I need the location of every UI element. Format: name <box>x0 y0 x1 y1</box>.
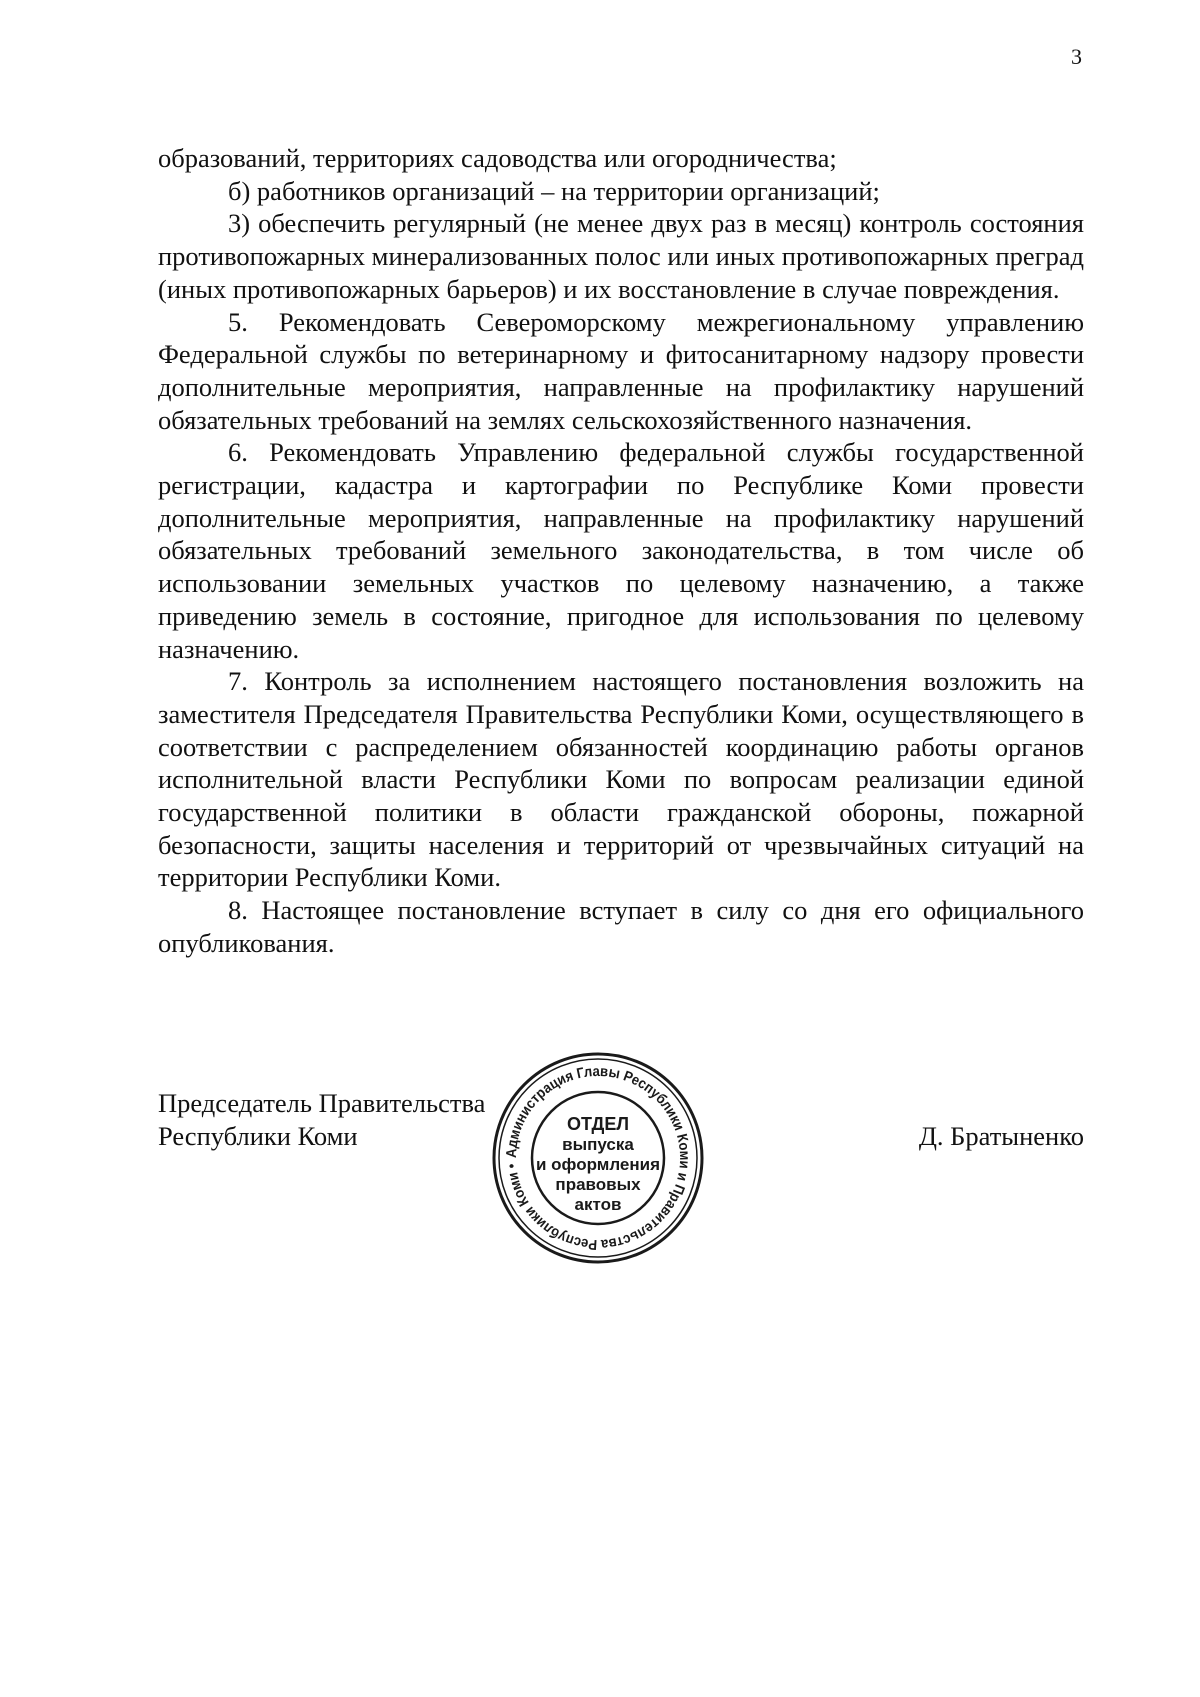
paragraph-8: 8. Настоящее постановление вступает в силу со дня его официального опубликования. <box>158 895 1084 958</box>
seal-ring-textpath: Администрация Главы Республики Коми и Правительства Республики Коми • <box>503 1063 693 1253</box>
seal-center-line-4: правовых <box>555 1175 641 1194</box>
seal-center-line-1: ОТДЕЛ <box>566 1114 630 1134</box>
signatory-name: Д. Братыненко <box>918 1121 1084 1151</box>
position-line-1: Председатель Правительства <box>158 1088 486 1118</box>
signatory-position <box>158 1087 485 1153</box>
paragraph-item-3: 3) обеспечить регулярный (не менее двух раз в месяц) контроль состояния противопожарных минерализованных полос или иных противопожарных преград (иных противопожарных барьеров) и их восстановление в случае повреждения. <box>158 208 1084 304</box>
paragraph-continuation: образований, территориях садоводства или огородничества; <box>158 143 837 173</box>
seal-graphic <box>490 1050 706 1266</box>
document-body <box>158 142 1084 960</box>
page-number: 3 <box>1071 44 1082 69</box>
official-seal-stamp <box>490 1050 706 1266</box>
paragraph-item-b: б) работников организаций – на территории организаций; <box>228 175 880 206</box>
seal-center-line-5: актов <box>574 1195 622 1214</box>
seal-center-line-3: и оформления <box>536 1155 660 1174</box>
position-line-2: Республики Коми <box>158 1121 358 1151</box>
paragraph-6: 6. Рекомендовать Управлению федеральной службы государственной регистрации, кадастра и картографии по Республике Коми провести дополнительные мероприятия, направленные на профилактику нарушений обязательных требований земельного законодательства, в том числе об использовании земельных участков по целевому назначению, а также приведению земель в состояние, пригодное для использования по целевому назначению. <box>158 437 1084 664</box>
paragraph-7: 7. Контроль за исполнением настоящего постановления возложить на заместителя Председателя Правительства Республики Коми, осуществляющего в соответствии с распределением обязанностей координацию работы органов исполнительной власти Республики Коми по вопросам реализации единой государственной политики в области гражданской обороны, пожарной безопасности, защиты населения и территорий от чрезвычайных ситуаций на территории Республики Коми. <box>158 666 1084 893</box>
seal-center-line-2: выпуска <box>562 1135 634 1154</box>
paragraph-5: 5. Рекомендовать Североморскому межрегиональному управлению Федеральной службы по ветеринарному и фитосанитарному надзору провести дополнительные мероприятия, направленные на профилактику нарушений обязательных требований на землях сельскохозяйственного назначения. <box>158 306 1084 435</box>
